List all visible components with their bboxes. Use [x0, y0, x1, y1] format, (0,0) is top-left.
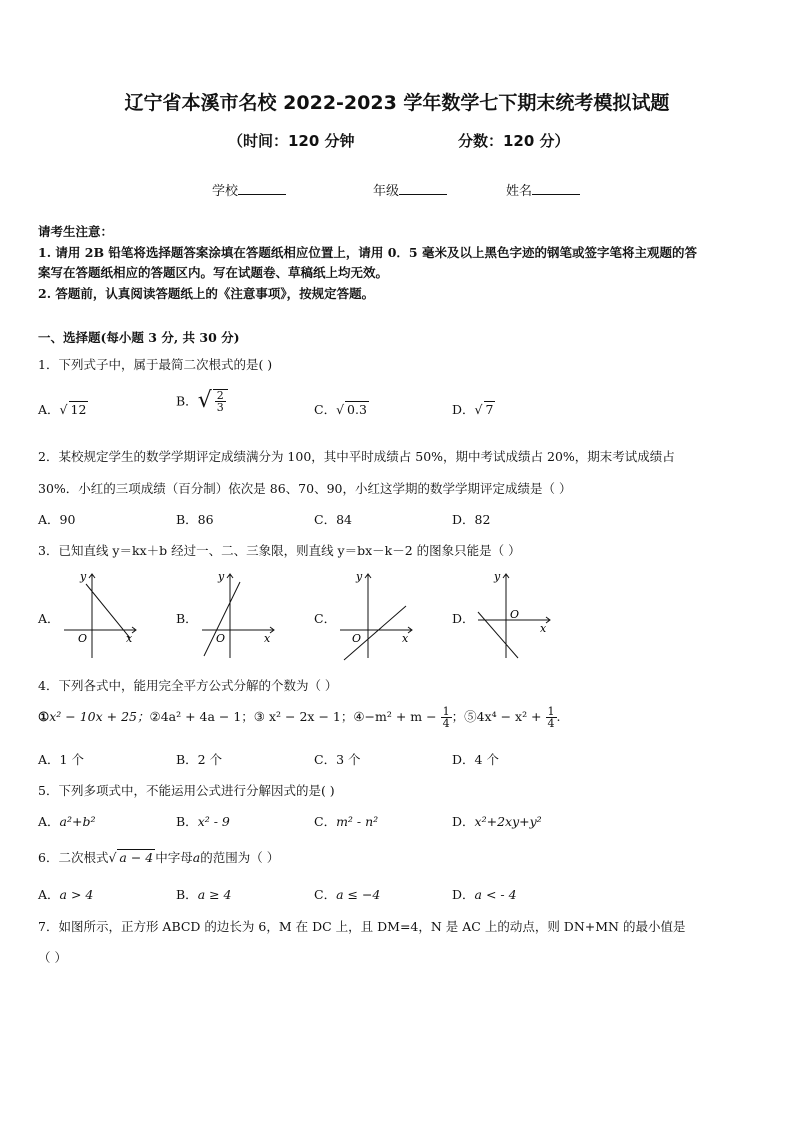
q4-expr-5: ；⑤4x⁴ − x² + [451, 709, 542, 724]
q2-option-b: B．86 [176, 512, 214, 527]
q6-option-b: B．a ≥ 4 [176, 887, 232, 902]
q5-stem: 5．下列多项式中，不能运用公式进行分解因式的是( ) [38, 783, 335, 798]
q5-option-b: B．x² - 9 [176, 814, 230, 829]
q6-option-d: D．a < - 4 [452, 887, 517, 902]
q6-option-c: C．a ≤ −4 [314, 887, 381, 902]
x-label: x [126, 632, 133, 645]
q1-a-radicand: 12 [70, 402, 87, 417]
name-blank [532, 182, 580, 195]
q5-option-a: A．a²+b² [38, 814, 96, 829]
q4-fraction-1: $\frac{1}{4}$ [442, 705, 450, 730]
q4-option-c: C．3 个 [314, 752, 361, 767]
name-field [506, 180, 580, 199]
q3-graph-b [198, 568, 282, 664]
grade-field [373, 180, 447, 199]
q1-option-c: C．√ 0.3 [314, 402, 367, 417]
origin-label: O [510, 608, 520, 621]
q3-graph-d [474, 568, 558, 664]
q2-option-c: C．84 [314, 512, 352, 527]
y-label: y [356, 570, 363, 583]
notice-line-1a: 1. 请用 2B 铅笔将选择题答案涂填在答题纸相应位置上，请用 0．5 毫米及以上黑色字迹的钢笔或签字笔将主观题的答 [38, 245, 697, 260]
q6-option-a: A．a > 4 [38, 887, 94, 902]
origin-label: O [216, 632, 226, 645]
q4-option-a: A．1 个 [38, 752, 84, 767]
q6-stem: 6．二次根式√ a − 4 中字母a的范围为（ ） [38, 850, 280, 865]
q4-expr-1: x² − 10x + 25； [49, 709, 150, 724]
q3-option-b-label: B． [176, 611, 198, 626]
y-label: y [494, 570, 501, 583]
q2-line-2: 30%．小红的三项成绩（百分制）依次是 86、70、90，小红这学期的数学学期评定成绩是（ ） [38, 481, 572, 496]
q4-expr-2-4: ②4a² + 4a − 1；③ x² − 2x − 1；④−m² + m − [149, 709, 437, 724]
notice-heading: 请考生注意： [38, 224, 114, 239]
y-label: y [80, 570, 87, 583]
q2-option-a: A．90 [38, 512, 76, 527]
x-label: x [264, 632, 271, 645]
q4-expr-1-mark: ① [38, 709, 50, 724]
q4-expressions: ①x² − 10x + 25；②4a² + 4a − 1；③ x² − 2x − 1；④−m² + m − $\frac{1}{4}$ ；⑤4x⁴ − x² + $\frac{1}{4}$ . [38, 705, 561, 730]
q6-radicand: a − 4 [119, 850, 154, 865]
x-label: x [402, 632, 409, 645]
origin-label: O [78, 632, 88, 645]
q3-graph-a [60, 568, 144, 664]
name-label: 姓名 [506, 184, 533, 199]
q5-option-c: C．m² - n² [314, 814, 379, 829]
q4-option-b: B．2 个 [176, 752, 223, 767]
section-heading: 一、选择题(每小题 3 分, 共 30 分) [38, 330, 240, 345]
q2-line-1: 2．某校规定学生的数学学期评定成绩满分为 100，其中平时成绩占 50%，期中考试成绩占 20%，期末考试成绩占 [38, 449, 675, 464]
x-label: x [540, 622, 547, 635]
exam-score: 分数：120 分） [458, 132, 570, 150]
q1-d-radicand: 7 [485, 402, 494, 417]
notice-line-1b: 案写在答题纸相应的答题区内。写在试题卷、草稿纸上均无效。 [38, 265, 389, 280]
q3-option-a-label: A． [38, 611, 60, 626]
grade-blank [399, 182, 447, 195]
q7-line-2: （ ） [38, 950, 67, 965]
y-label: y [218, 570, 225, 583]
q3-option-d-label: D． [452, 611, 475, 626]
exam-time: （时间：120 分钟 [228, 132, 355, 150]
origin-label: O [352, 632, 362, 645]
q3-stem: 3．已知直线 y＝kx＋b 经过一、二、三象限，则直线 y＝bx－k－2 的图象只能是（ ） [38, 543, 521, 558]
notice-line-2: 2. 答题前，认真阅读答题纸上的《注意事项》，按规定答题。 [38, 286, 375, 301]
school-blank [238, 182, 286, 195]
q4-option-d: D．4 个 [452, 752, 499, 767]
q7-line-1: 7．如图所示，正方形 ABCD 的边长为 6，M 在 DC 上，且 DM=4，N 是 AC 上的动点，则 DN+MN 的最小值是 [38, 919, 686, 934]
q1-b-fraction: $\frac{2}{3}$ [213, 389, 228, 413]
q4-stem: 4．下列各式中，能用完全平方公式分解的个数为（ ） [38, 678, 338, 693]
q1-option-d: D．√ 7 [452, 402, 494, 417]
q1-option-a: A．√ 12 [38, 402, 87, 417]
school-field [212, 180, 286, 199]
q4-fraction-2: $\frac{1}{4}$ [547, 705, 555, 730]
q1-stem: 1．下列式子中，属于最简二次根式的是( ) [38, 357, 273, 372]
q3-option-c-label: C． [314, 611, 337, 626]
q1-c-radicand: 0.3 [347, 402, 367, 417]
school-label: 学校 [212, 184, 239, 199]
q5-option-d: D．x²+2xy+y² [452, 814, 542, 829]
grade-label: 年级 [373, 184, 400, 199]
exam-title: 辽宁省本溪市名校 2022-2023 学年数学七下期末统考模拟试题 [124, 92, 670, 114]
q2-option-d: D．82 [452, 512, 491, 527]
q3-graph-c [336, 568, 420, 664]
q1-option-b: B．√ $\frac{2}{3}$ [176, 388, 228, 413]
